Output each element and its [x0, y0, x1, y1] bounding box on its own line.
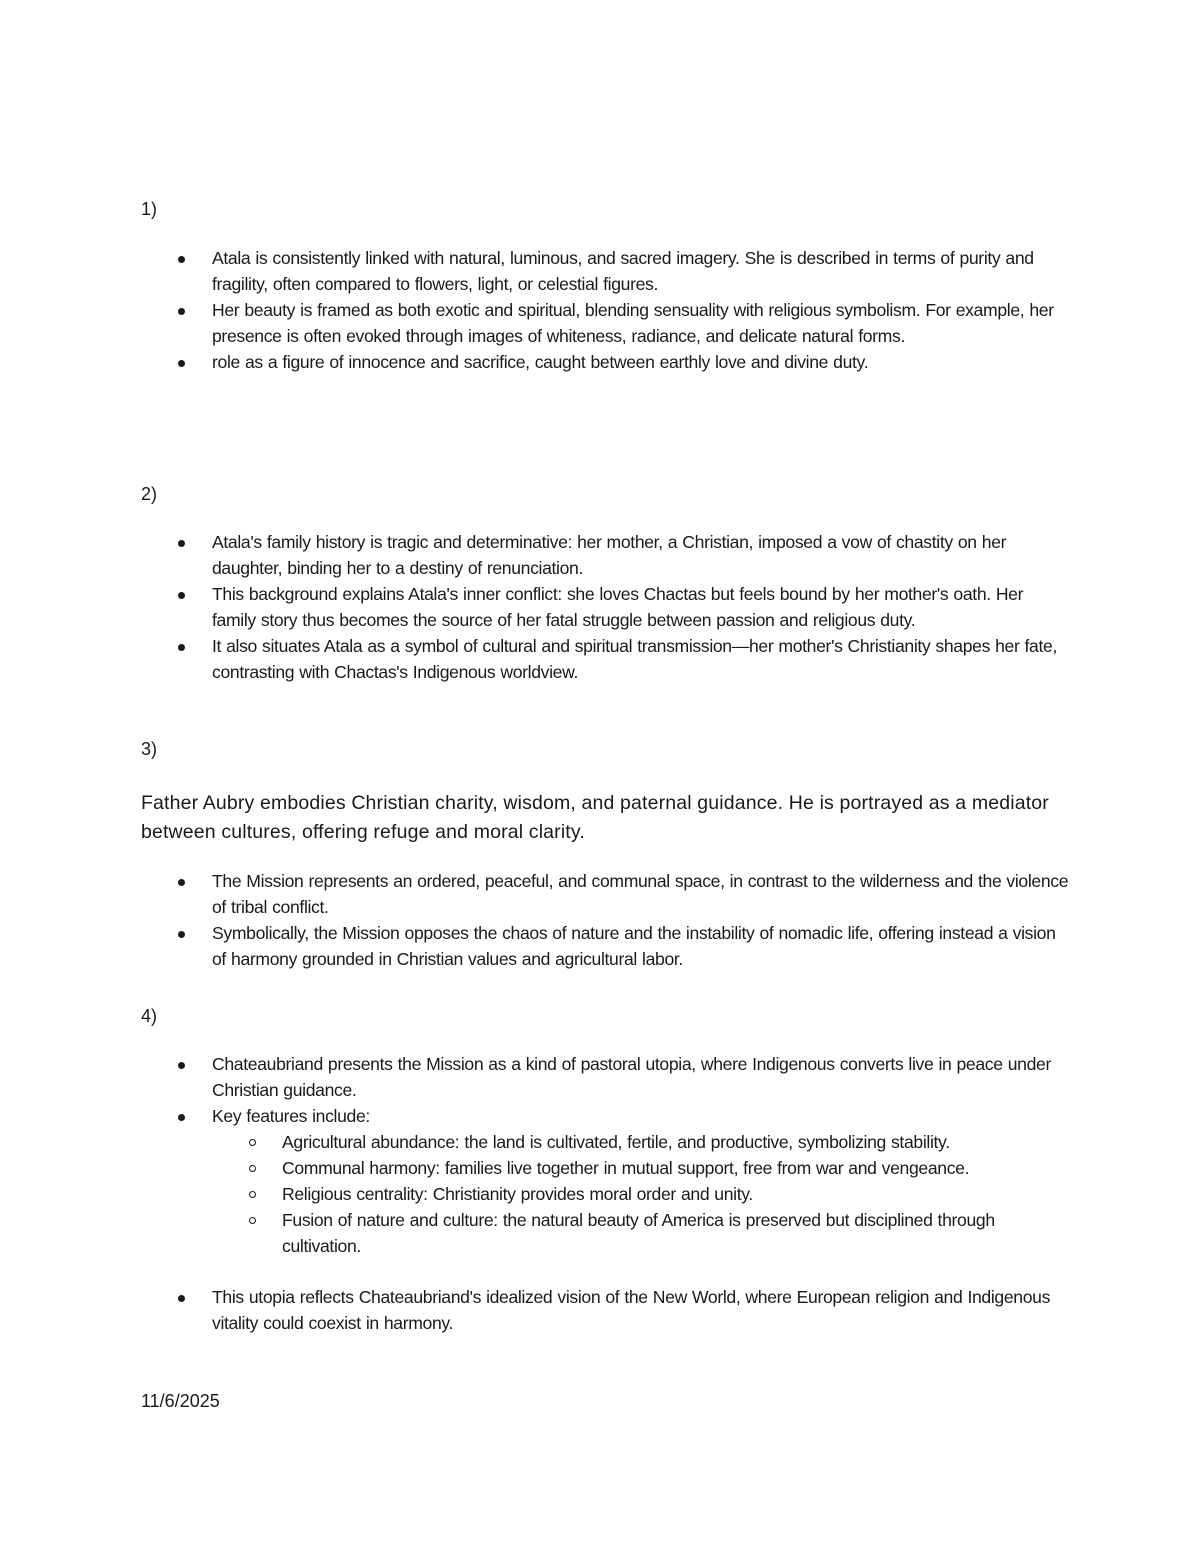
list-item: role as a figure of innocence and sacrifice, caught between earthly love and divine duty.	[141, 350, 1071, 376]
bullet-ring-icon	[249, 1165, 256, 1172]
bullet-dot-icon	[178, 1295, 185, 1302]
section-1-label: 1)	[141, 199, 158, 219]
bullet-dot-icon	[178, 1114, 185, 1121]
list-item: Chateaubriand presents the Mission as a kind of pastoral utopia, where Indigenous converts live in peace under Christian guidance.	[141, 1052, 1071, 1104]
bullet-ring-icon	[249, 1139, 256, 1146]
list-item: Atala's family history is tragic and determinative: her mother, a Christian, imposed a vow of chastity on her daughter, binding her to a destiny of renunciation.	[141, 530, 1071, 582]
section-3-bullet-list	[141, 869, 1071, 973]
sub-list-item: Religious centrality: Christianity provides moral order and unity.	[141, 1182, 1071, 1208]
bullet-dot-icon	[178, 1062, 185, 1069]
section-4-sub-bullet-list	[141, 1130, 1071, 1260]
bullet-ring-icon	[249, 1191, 256, 1198]
section-3-label: 3)	[141, 739, 158, 759]
section-4-label: 4)	[141, 1006, 158, 1026]
sub-list-item: Agricultural abundance: the land is cultivated, fertile, and productive, symbolizing stability.	[141, 1130, 1071, 1156]
section-4-closing-bullet-list	[141, 1285, 1071, 1337]
list-item: Her beauty is framed as both exotic and spiritual, blending sensuality with religious symbolism. For example, her presence is often evoked through images of whiteness, radiance, and delicate natural forms.	[141, 298, 1071, 350]
section-4-bullet-list	[141, 1052, 1071, 1130]
bullet-dot-icon	[178, 360, 185, 367]
bullet-dot-icon	[178, 592, 185, 599]
bullet-dot-icon	[178, 256, 185, 263]
bullet-dot-icon	[178, 931, 185, 938]
list-item: It also situates Atala as a symbol of cultural and spiritual transmission—her mother's Christianity shapes her fate, contrasting with Chactas's Indigenous worldview.	[141, 634, 1071, 686]
list-item: Atala is consistently linked with natural, luminous, and sacred imagery. She is described in terms of purity and fragility, often compared to flowers, light, or celestial figures.	[141, 246, 1071, 298]
footer-date: 11/6/2025	[141, 1391, 220, 1411]
sub-list-item: Communal harmony: families live together in mutual support, free from war and vengeance.	[141, 1156, 1071, 1182]
bullet-dot-icon	[178, 540, 185, 547]
list-item: Symbolically, the Mission opposes the chaos of nature and the instability of nomadic life, offering instead a vision of harmony grounded in Christian values and agricultural labor.	[141, 921, 1071, 973]
section-2-label: 2)	[141, 484, 158, 504]
section-1-bullet-list	[141, 246, 1071, 376]
section-3-paragraph: Father Aubry embodies Christian charity, wisdom, and paternal guidance. He is portrayed as a mediator between cultures, offering refuge and moral clarity.	[141, 792, 1049, 843]
bullet-dot-icon	[178, 308, 185, 315]
list-item: This background explains Atala's inner conflict: she loves Chactas but feels bound by her mother's oath. Her family story thus becomes the source of her fatal struggle between passion and religious duty.	[141, 582, 1071, 634]
sub-list-item: Fusion of nature and culture: the natural beauty of America is preserved but disciplined through cultivation.	[141, 1208, 1071, 1260]
list-item: This utopia reflects Chateaubriand's idealized vision of the New World, where European religion and Indigenous vitality could coexist in harmony.	[141, 1285, 1071, 1337]
list-item: The Mission represents an ordered, peaceful, and communal space, in contrast to the wilderness and the violence of tribal conflict.	[141, 869, 1071, 921]
bullet-dot-icon	[178, 879, 185, 886]
bullet-dot-icon	[178, 644, 185, 651]
section-2-bullet-list	[141, 530, 1071, 685]
list-item: Key features include:	[141, 1104, 1071, 1130]
bullet-ring-icon	[249, 1217, 256, 1224]
